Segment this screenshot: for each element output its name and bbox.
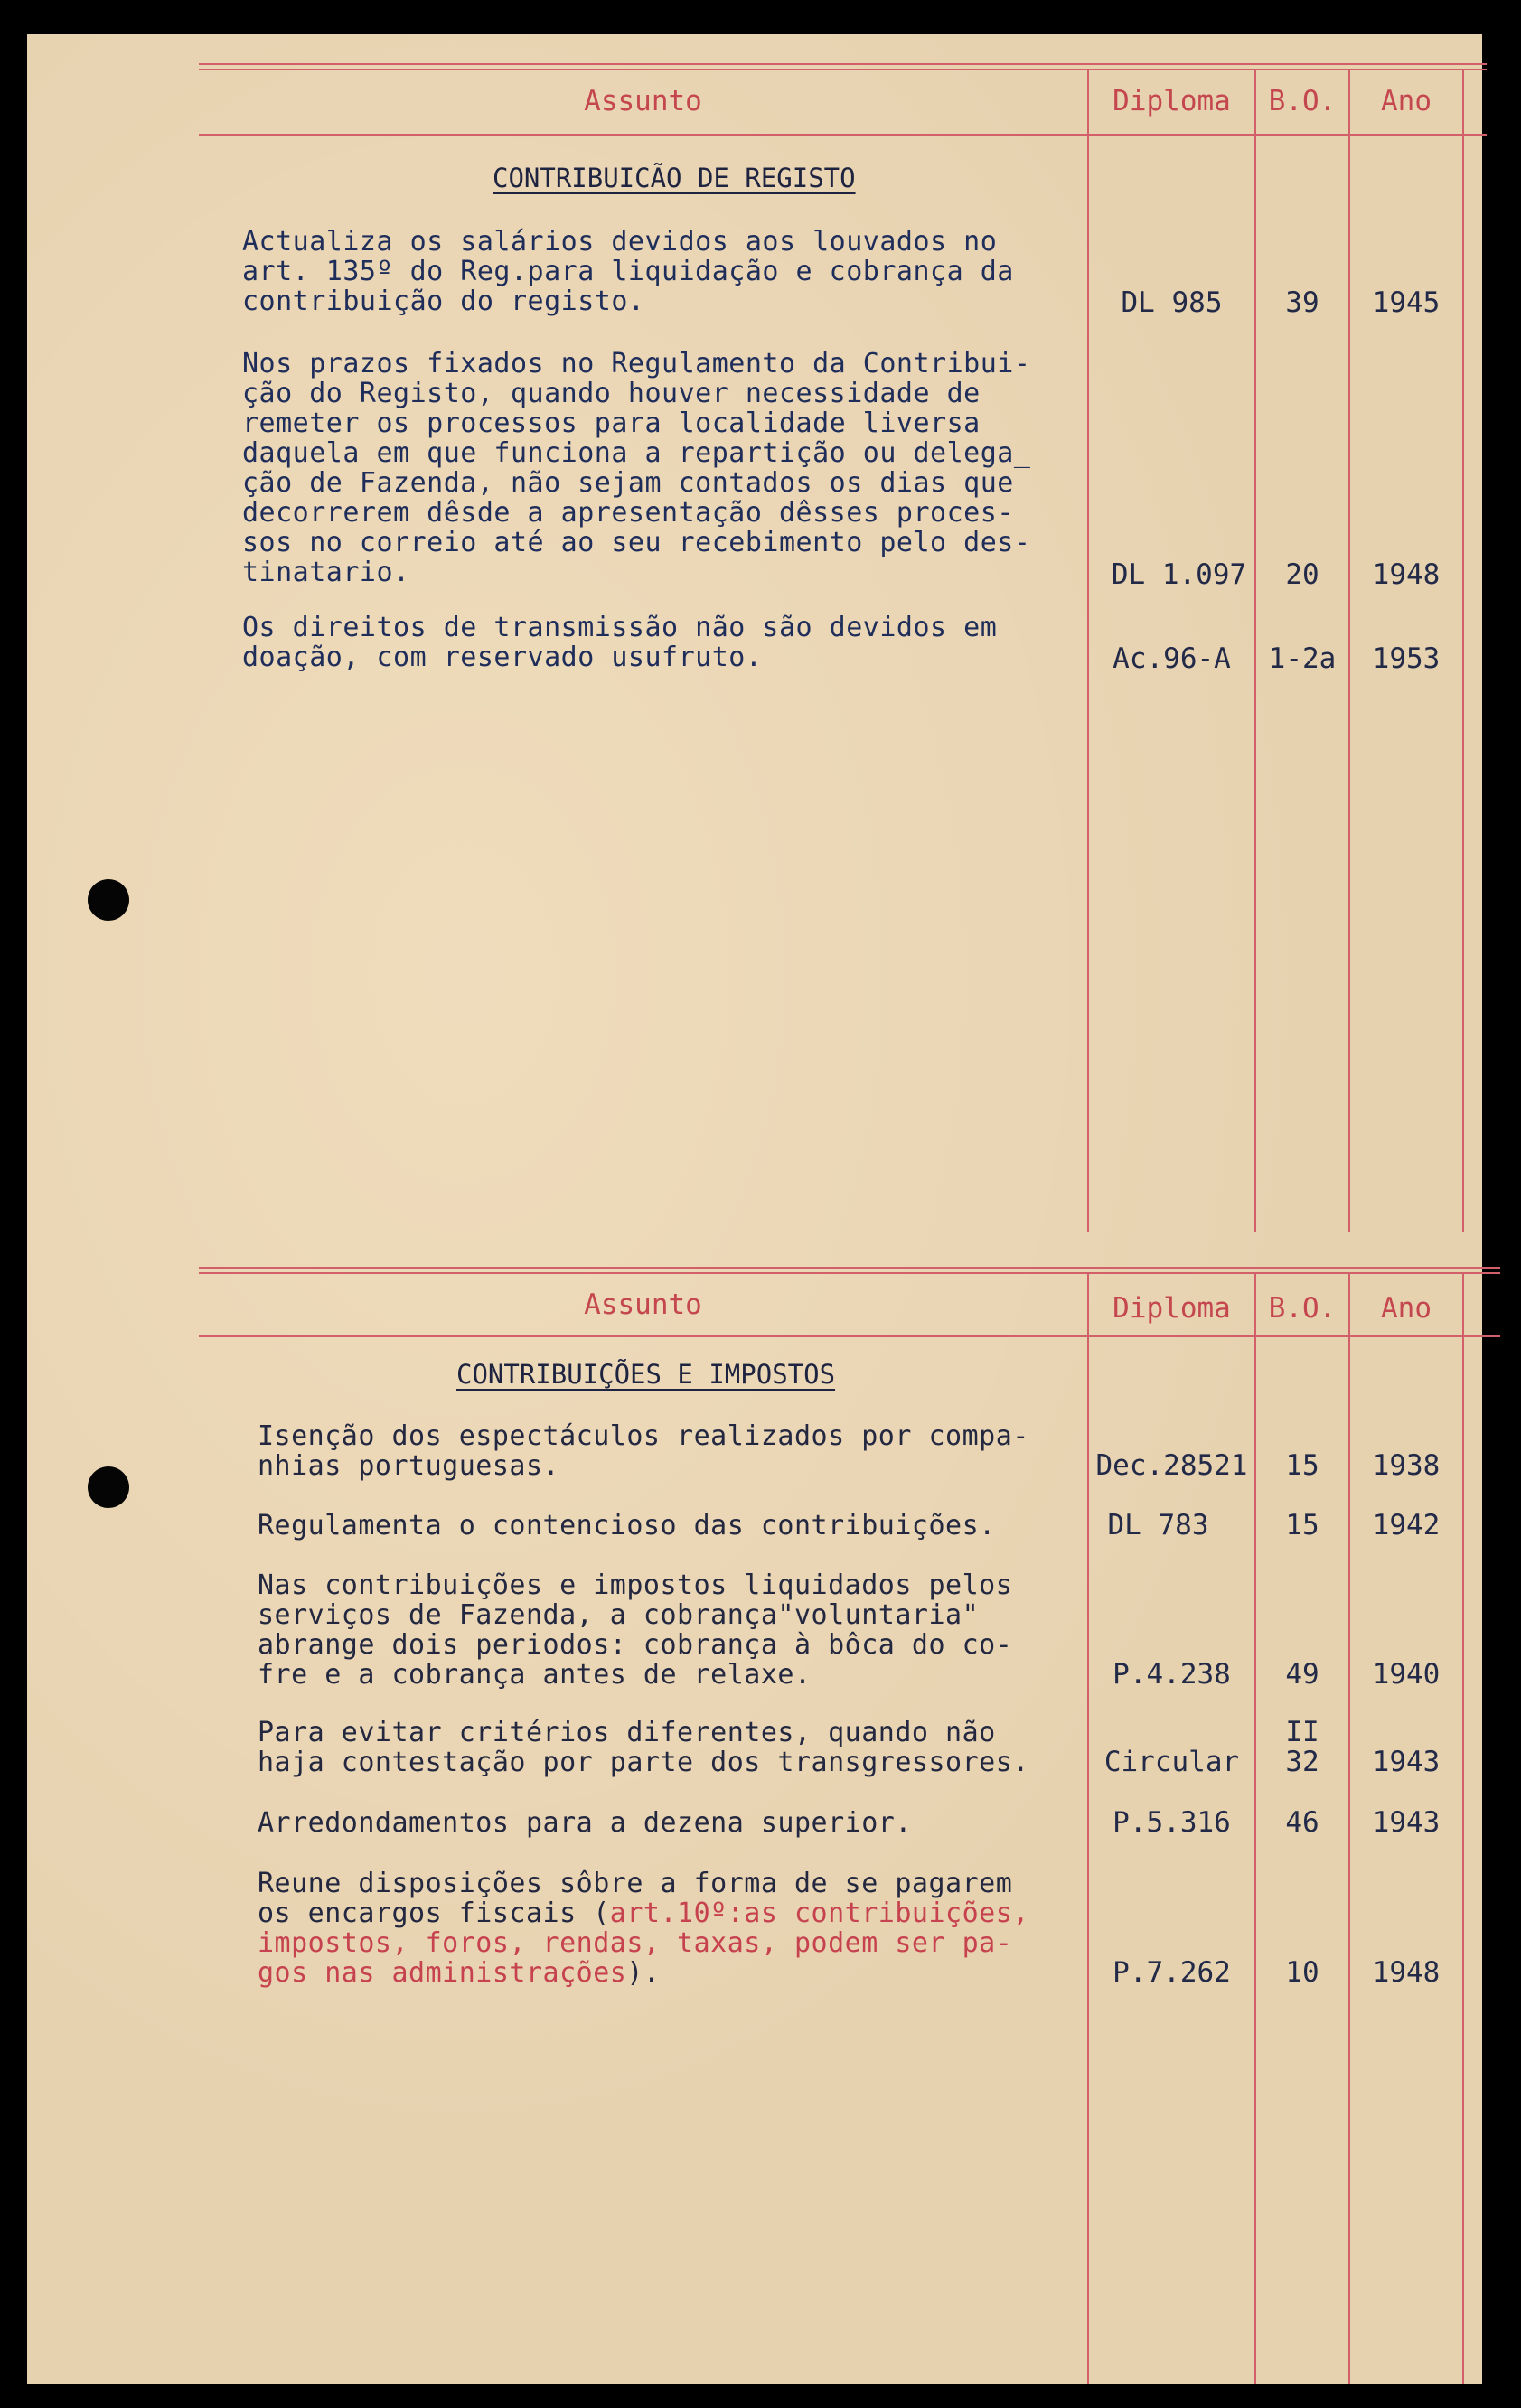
entry-bo: 20 [1285,558,1319,591]
entry-diploma: Dec.28521 [1095,1449,1248,1482]
header-ano: Ano [1381,1292,1432,1325]
header-diploma: Diploma [1113,85,1231,117]
entry-text: Arredondamentos para a dezena superior. [258,1807,912,1839]
header-ano: Ano [1381,85,1432,117]
header-diploma: Diploma [1113,1292,1231,1325]
entry-bo: II 32 [1285,1716,1319,1778]
entry-bo: 10 [1285,1956,1319,1989]
entry-diploma: P.5.316 [1113,1806,1231,1839]
entry-text: Para evitar critérios diferentes, quando não haja contestação por parte dos transgressores. [258,1717,1029,1778]
header-bo: B.O. [1268,85,1337,117]
top-border-line [199,1267,1500,1269]
entry-diploma: P.4.238 [1113,1658,1231,1691]
entry-text-red: art.10º:as contribuições, impostos, foros, rendas, taxas, podem ser pa- gos nas administrações [258,1897,1029,1989]
header-bo: B.O. [1268,1292,1337,1325]
entry-year: 1940 [1372,1658,1441,1691]
entry-diploma: P.7.262 [1113,1956,1231,1989]
entry-bo: 15 [1285,1509,1319,1541]
entry-diploma: DL 783 [1107,1509,1209,1541]
entry-text: Os direitos de transmissão não são devidos em doação, com reservado usufruto. [242,612,998,673]
header-assunto: Assunto [584,1288,702,1321]
entry-diploma: Ac.96-A [1113,642,1231,675]
entry-text: Nas contribuições e impostos liquidados pelos serviços de Fazenda, a cobrança"voluntaria" abrange dois periodos: cobrança à bôca do co- fre e a cobrança antes de relaxe. [258,1569,1013,1691]
entry-bo: 39 [1285,286,1319,319]
entry-bo: 1-2a [1268,642,1337,675]
header-bottom-line [199,1335,1500,1337]
top-border-line [199,63,1487,65]
column-divider [1462,69,1464,1232]
entry-year: 1945 [1372,286,1441,319]
entry-diploma: DL 1.097 [1111,558,1247,591]
entry-text: Nos prazos fixados no Regulamento da Contribui- ção do Registo, quando houver necessidade de remeter os processos para localidade liversa daquela em que funciona a repartição ou delega_ ção de Fazenda, não sejam contados os dias que decorrerem dêsde a apresentação dêsses proces- sos no correio até ao seu recebimento pelo des- tinatario. [242,348,1031,588]
entry-bo: 49 [1285,1658,1319,1691]
entry-year: 1948 [1372,1956,1441,1989]
entry-year: 1943 [1372,1746,1441,1778]
top-border-line [199,1272,1500,1274]
entry-bo: 46 [1285,1806,1319,1839]
index-card-sheet [27,34,1482,2384]
entry-year: 1938 [1372,1449,1441,1482]
column-divider [1462,1272,1464,2384]
entry-text-end: ). [626,1957,661,1989]
entry-year: 1943 [1372,1806,1441,1839]
header-bottom-line [199,134,1487,136]
punch-hole-top [88,879,129,921]
entry-year: 1953 [1372,642,1441,675]
entry-year: 1948 [1372,558,1441,591]
entry-text [258,1869,1029,1988]
entry-text: Isenção dos espectáculos realizados por compa- nhias portuguesas. [258,1420,1029,1482]
entry-text-black: Reune disposições sôbre a forma de se pagarem os encargos fiscais ( [258,1868,1013,1929]
section-title: CONTRIBUIÇÕES E IMPOSTOS [456,1359,836,1390]
entry-diploma: DL 985 [1121,286,1223,319]
section-title: CONTRIBUICÃO DE REGISTO [493,163,856,193]
punch-hole-bottom [88,1466,129,1508]
header-assunto: Assunto [584,85,702,117]
entry-text: Regulamenta o contencioso das contribuições. [258,1510,996,1541]
entry-text: Actualiza os salários devidos aos louvados no art. 135º do Reg.para liquidação e cobrança da contribuição do registo. [242,226,1014,317]
entry-year: 1942 [1372,1509,1441,1541]
entry-diploma: Circular [1103,1746,1240,1778]
top-border-line [199,69,1487,70]
entry-bo: 15 [1285,1449,1319,1482]
